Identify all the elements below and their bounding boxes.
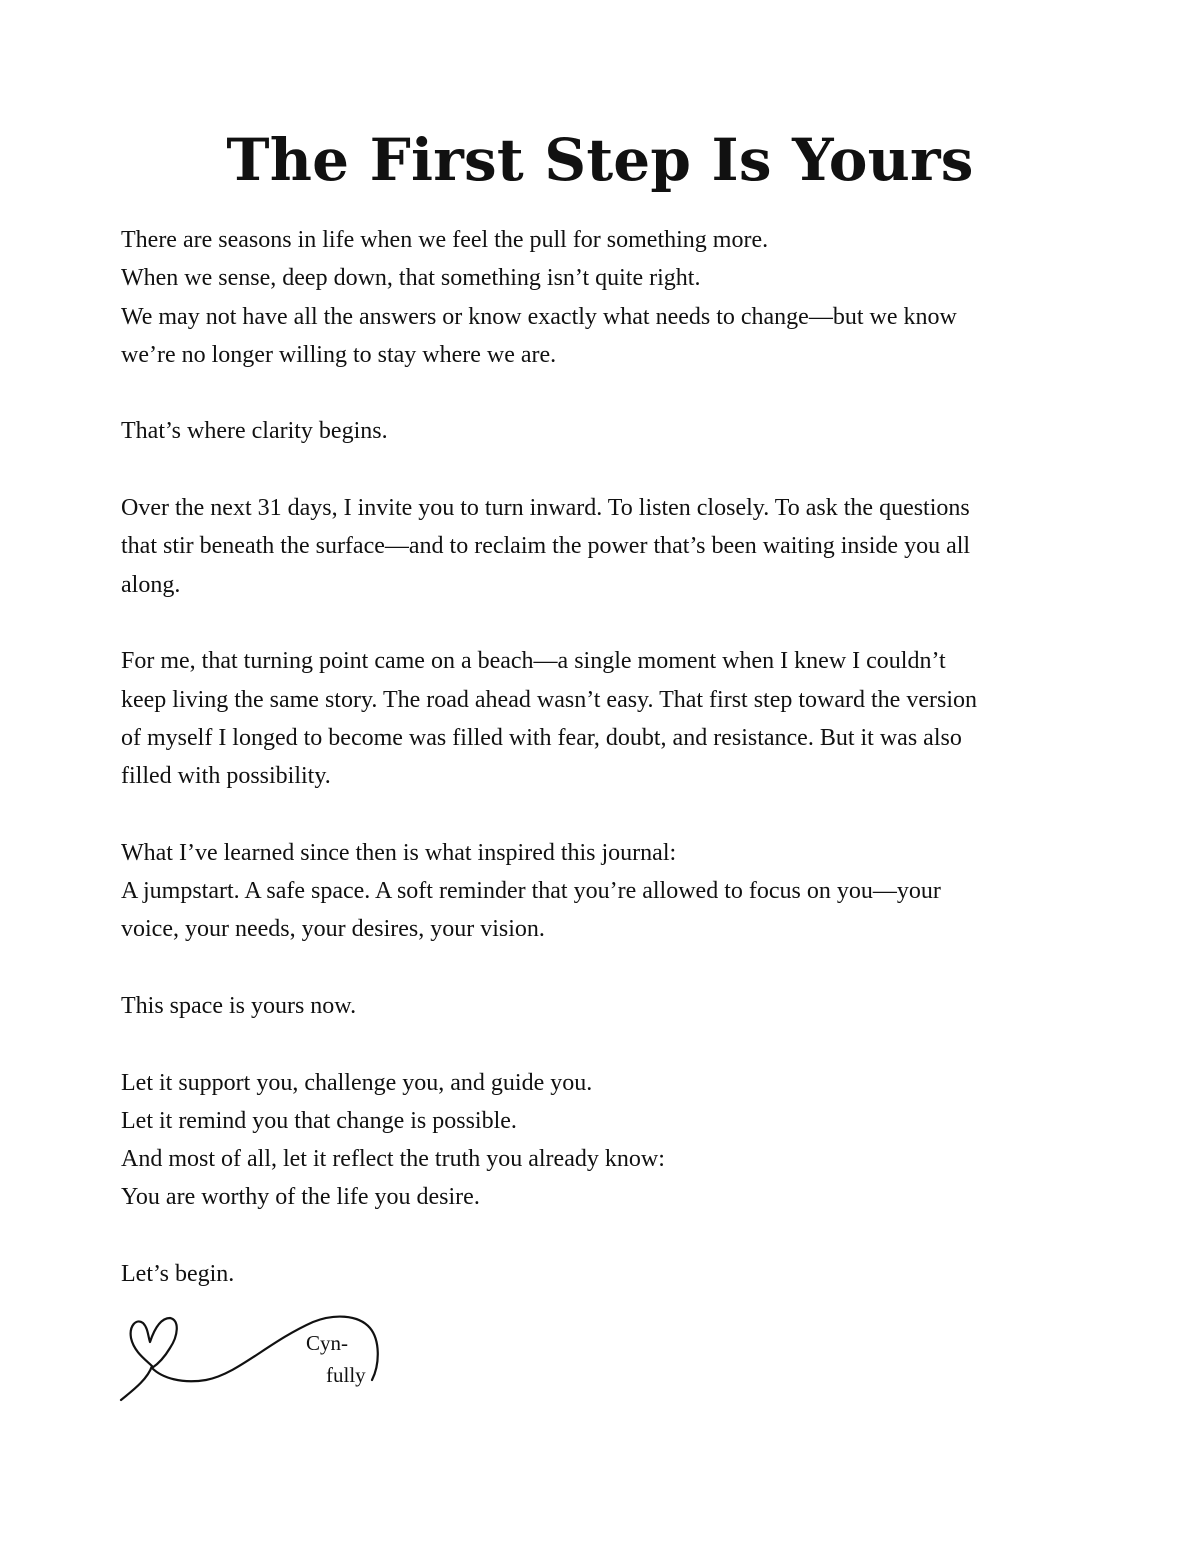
paragraph-clarity xyxy=(121,412,1091,450)
text-line: keep living the same story. The road ahead wasn’t easy. That first step toward the version xyxy=(121,686,977,713)
paragraph-closing xyxy=(121,1255,1091,1293)
text-line: A jumpstart. A safe space. A soft reminder that you’re allowed to focus on you—your xyxy=(121,878,941,905)
paragraph-affirmations xyxy=(121,1064,1091,1217)
paragraph-space xyxy=(121,987,1091,1025)
text-line: That’s where clarity begins. xyxy=(121,418,388,445)
text-line: that stir beneath the surface—and to reclaim the power that’s been waiting inside you all xyxy=(121,533,971,560)
paragraph-intro xyxy=(121,221,1091,374)
text-line: voice, your needs, your desires, your vision. xyxy=(121,916,545,943)
text-line: filled with possibility. xyxy=(121,763,331,790)
text-line: For me, that turning point came on a beach—a single moment when I knew I couldn’t xyxy=(121,648,946,675)
text-line: along. xyxy=(121,571,181,598)
paragraph-story xyxy=(121,642,1091,795)
text-line: What I’ve learned since then is what inspired this journal: xyxy=(121,839,677,866)
text-line: We may not have all the answers or know exactly what needs to change—but we know xyxy=(121,303,957,330)
heart-swirl-icon xyxy=(118,1308,388,1408)
text-line: of myself I longed to become was filled with fear, doubt, and resistance. But it was also xyxy=(121,724,962,751)
paragraph-inspiration xyxy=(121,834,1091,949)
text-line: we’re no longer willing to stay where we are. xyxy=(121,341,557,368)
text-line: Let it remind you that change is possible. xyxy=(121,1107,517,1134)
signature-text: fully xyxy=(326,1363,366,1387)
text-line: And most of all, let it reflect the truth you already know: xyxy=(121,1146,665,1173)
text-line: Let’s begin. xyxy=(121,1261,235,1288)
page-title: The First Step Is Yours xyxy=(226,126,974,194)
text-line: This space is yours now. xyxy=(121,992,357,1019)
signature-text: Cyn- xyxy=(306,1331,348,1355)
text-line: There are seasons in life when we feel the pull for something more. xyxy=(121,227,769,253)
text-line: You are worthy of the life you desire. xyxy=(121,1184,480,1211)
text-line: When we sense, deep down, that something isn’t quite right. xyxy=(121,265,701,292)
signature xyxy=(118,1308,388,1408)
paragraph-invitation xyxy=(121,489,1091,604)
text-line: Over the next 31 days, I invite you to turn inward. To listen closely. To ask the questions xyxy=(121,495,970,522)
text-line: Let it support you, challenge you, and guide you. xyxy=(121,1069,593,1096)
body-text xyxy=(121,221,1091,1332)
